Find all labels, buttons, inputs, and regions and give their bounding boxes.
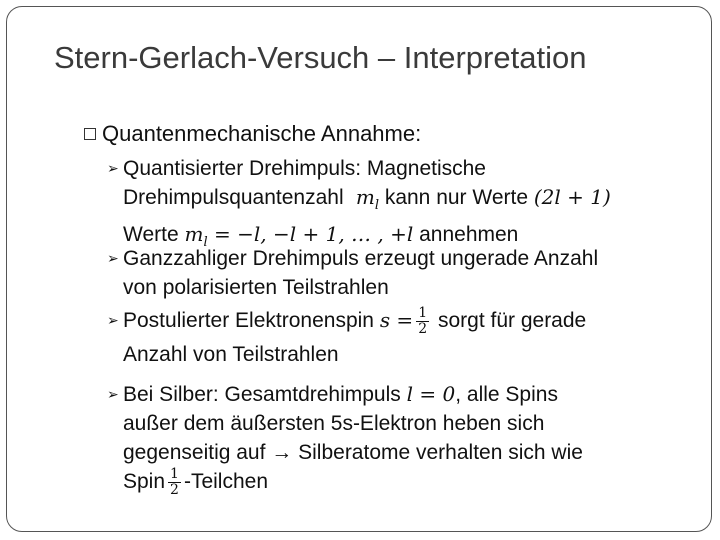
bullet-text: kann nur Werte [384,186,529,209]
bullet-line [107,273,598,302]
bullet-text: Spin [123,470,166,494]
bullet-text: annehmen [419,223,519,246]
bullet-text: , alle Spins [455,383,558,406]
math-values: = −l, −l + 1, … , +l [213,222,414,246]
bullet-line [107,154,611,183]
main-bullet-text: Quantenmechanische Annahme: [102,121,422,146]
fraction-numerator: 1 [170,466,179,482]
bullet-line [107,244,598,273]
bullet-text: -Teilchen [183,470,268,494]
math-range: (2l + 1) [533,185,611,209]
bullet-line [107,183,611,220]
fraction-denominator: 2 [418,321,428,337]
sub-bullet-electron-spin [107,306,586,369]
bullet-line [107,409,583,438]
bullet-text: Postulierter Elektronenspin [123,309,374,333]
math-fraction-half [168,467,181,498]
fraction-numerator: 1 [418,305,428,321]
sub-bullet-integer-momentum [107,244,598,302]
math-ml-values: $m_l = -l$, −l + 1, … , +l [184,222,414,250]
main-bullet [84,121,421,147]
bullet-line [107,380,583,409]
arrow-bullet-icon: ➢ [107,312,119,329]
arrow-bullet-icon: ➢ [107,160,119,176]
sub-bullet-quantized-momentum [107,154,611,257]
arrow-bullet-icon: ➢ [107,250,119,266]
square-bullet-icon [84,128,96,140]
bullet-text: von polarisierten Teilstrahlen [123,276,389,299]
bullet-text: Ganzzahliger Drehimpuls erzeugt ungerade Anzahl [123,247,599,270]
bullet-line [107,340,586,369]
math-fraction-half [416,306,429,337]
math-subscript: l [374,198,379,213]
bullet-text: Bei Silber: Gesamtdrehimpuls [123,383,401,406]
math-subscript: l [203,235,208,250]
bullet-text: außer dem äußersten 5s-Elektron heben sich [123,412,545,435]
bullet-line [107,438,583,467]
fraction-denominator: 2 [170,482,179,498]
slide-title: Stern-Gerlach-Versuch – Interpretation [54,40,587,75]
bullet-line [107,306,586,337]
bullet-text: sorgt für gerade [437,309,587,333]
bullet-text: gegenseitig auf → Silberatome verhalten sich wie [123,441,583,464]
sub-bullet-silver [107,380,583,498]
bullet-text: Werte [123,223,179,246]
bullet-text: Anzahl von Teilstrahlen [123,343,339,366]
math-spin-eq: s = [379,308,414,333]
bullet-text: Drehimpulsquantenzahl [123,186,344,209]
arrow-bullet-icon: ➢ [107,386,119,402]
math-ml: $m_l$ [349,185,379,213]
bullet-text: Quantisierter Drehimpuls: Magnetische [123,157,486,180]
math-l-eq: l = 0 [406,382,456,406]
bullet-line [107,467,583,498]
